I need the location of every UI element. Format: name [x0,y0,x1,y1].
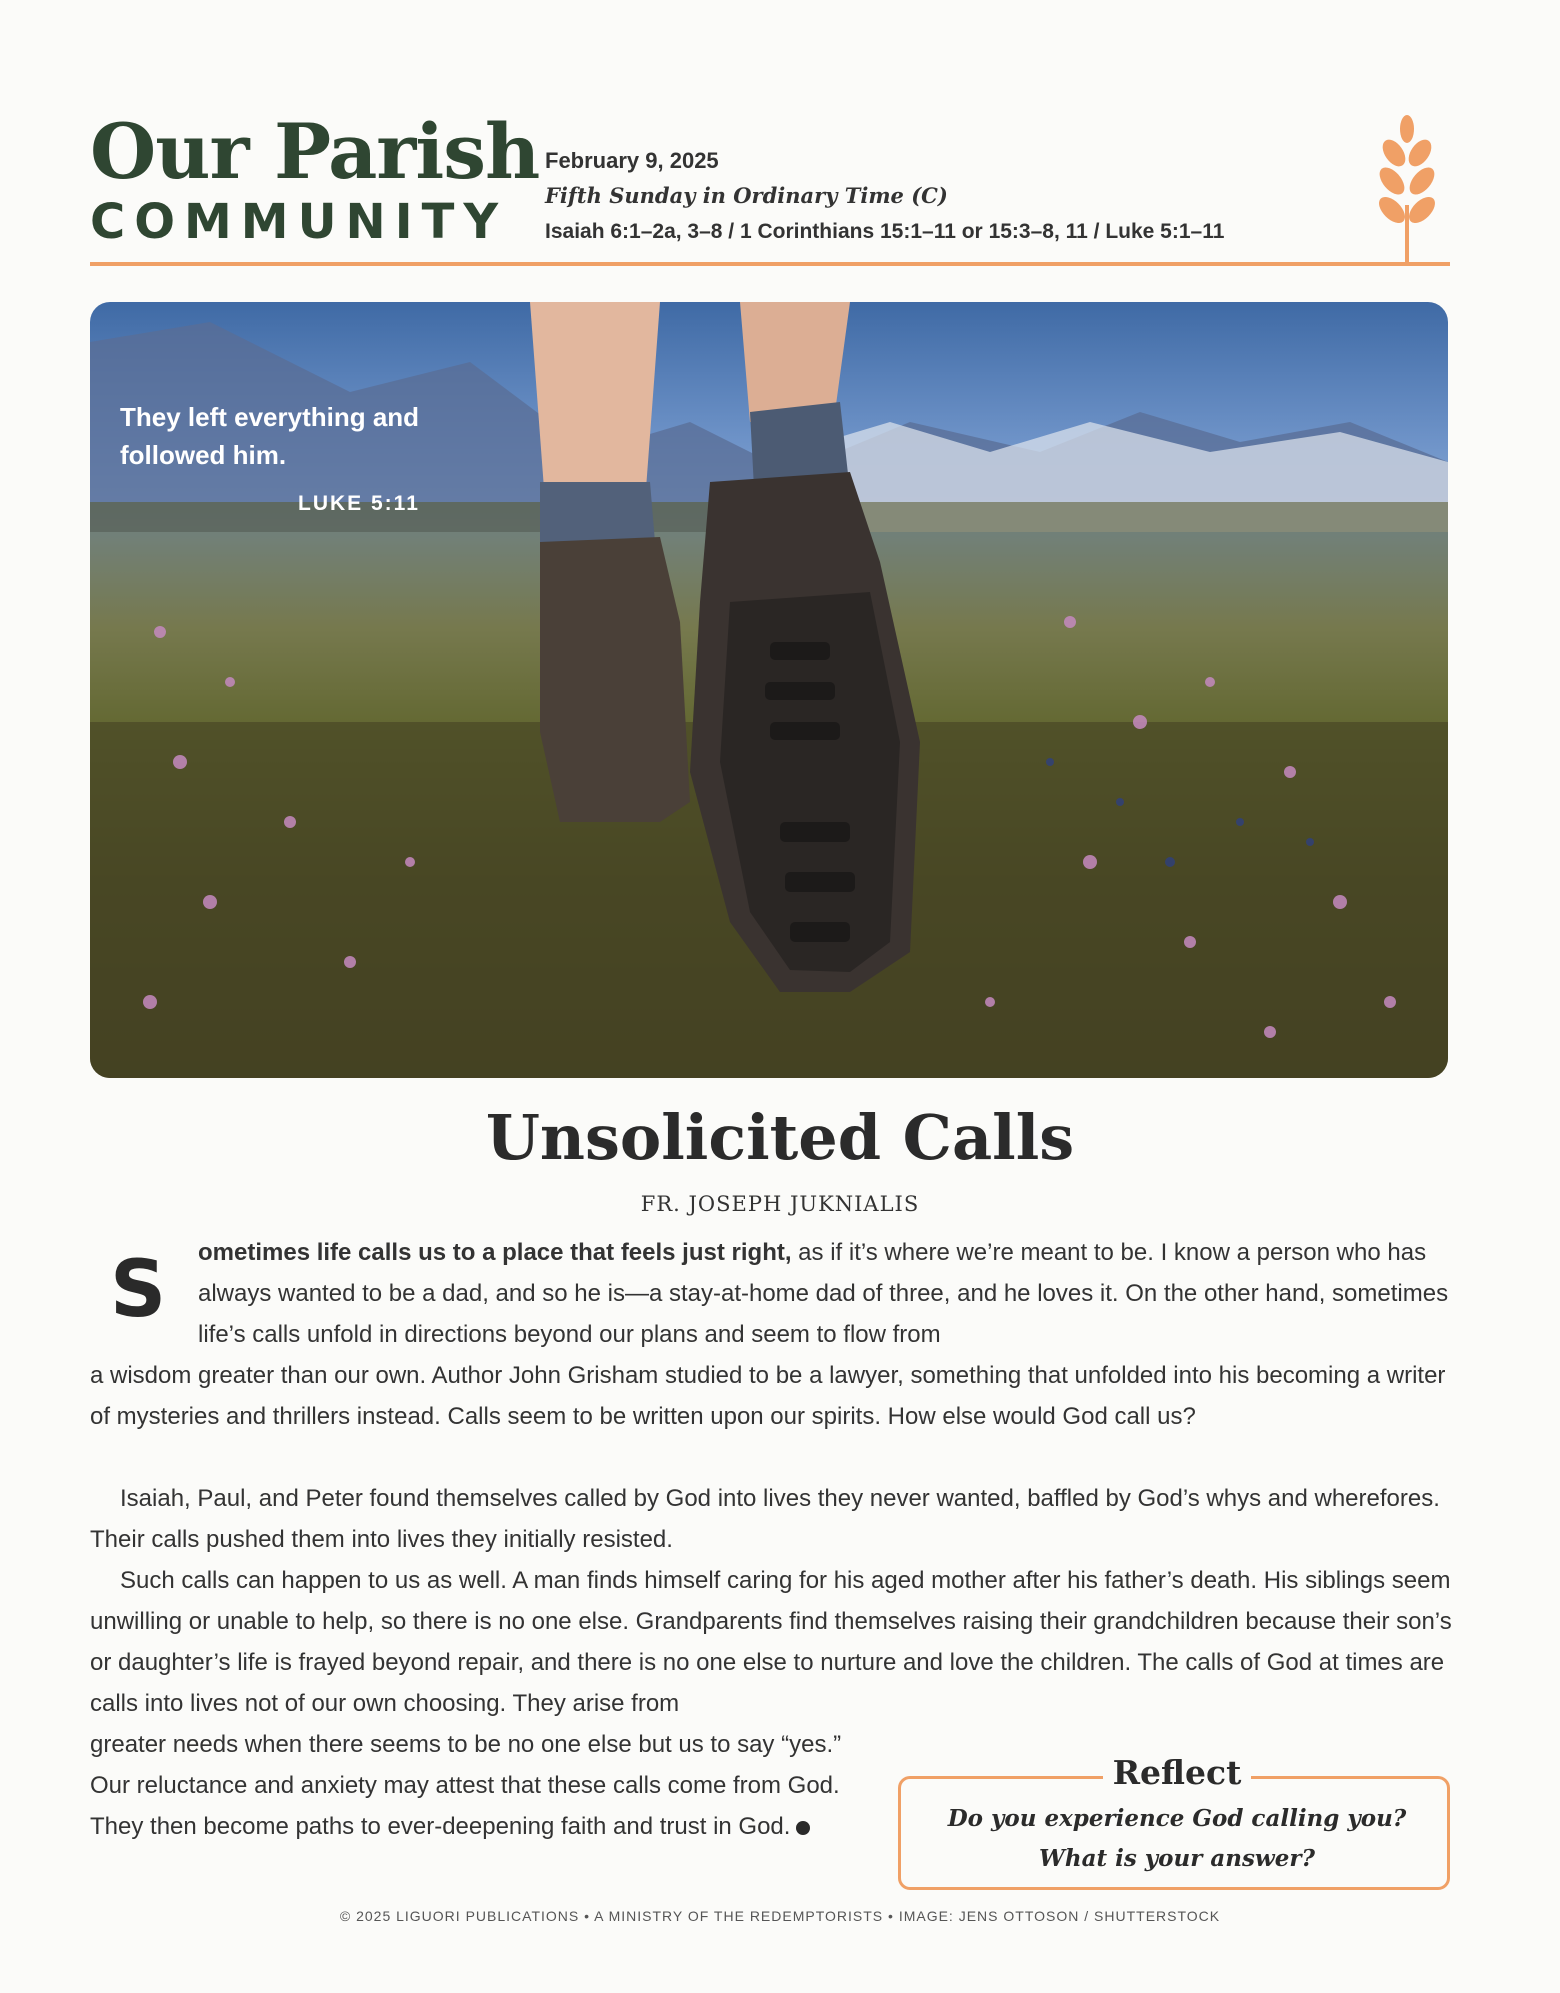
paragraph-3-continued [90,1724,850,1847]
reflect-question-line-1: Do you experience God calling you? [947,1805,1407,1832]
article-title: Unsolicited Calls [485,1101,1075,1174]
article-byline: FR. JOSEPH JUKNIALIS [640,1192,920,1216]
reflect-question [901,1799,1453,1879]
liturgical-day: Fifth Sunday in Ordinary Time (C) [545,183,948,208]
reflect-box [898,1753,1450,1890]
hero-image [90,302,1448,1078]
paragraph-1 [198,1232,1458,1355]
scripture-readings: Isaiah 6:1–2a, 3–8 / 1 Corinthians 15:1–11 or 15:3–8, 11 / Luke 5:1–11 [545,220,1225,243]
footer-credit: © 2025 LIGUORI PUBLICATIONS • A MINISTRY OF THE REDEMPTORISTS • IMAGE: JENS OTTOSON / SHUTTERSTOCK [339,1908,1221,1924]
paragraph-3-end: greater needs when there seems to be no one else but us to say “yes.” Our reluctance and anxiety may attest that these calls come from God. They then become paths to ever-deepening faith and trust in God. [90,1731,842,1840]
reflect-question-line-2: What is your answer? [1039,1845,1315,1872]
hero-quote: They left everything and followed him. [120,402,420,470]
header-divider [90,262,1450,266]
hero-citation: LUKE 5:11 [298,492,420,515]
paragraph-1-continued: a wisdom greater than our own. Author John Grisham studied to be a lawyer, something that unfolded into his becoming a writer of mysteries and thrillers instead. Calls seem to be written upon our spirits. How else would God call us? [90,1362,1446,1430]
masthead [90,107,540,250]
end-mark-icon [796,1821,810,1835]
lead-in: ometimes life calls us to a place that feels just right, [198,1239,792,1266]
reflect-title [901,1753,1453,1793]
issue-date: February 9, 2025 [545,148,719,173]
header-info [545,145,1345,249]
wheat-icon [1372,115,1442,265]
paragraph-1-text: as if it’s where we’re meant to be. I know a person who has always wanted to be a dad, and so he is—a stay-at-home dad of three, and he loves it. On the other hand, sometimes life’s calls unfold in directions beyond our plans and seem to flow from [198,1239,1449,1348]
masthead-title: Our Parish [90,107,540,196]
masthead-subtitle: COMMUNITY [90,194,508,250]
paragraph-3: Such calls can happen to us as well. A man finds himself caring for his aged mother after his father’s death. His siblings seem unwilling or unable to help, so there is no one else. Grandparents find themselves raising their grandchildren because their son’s or daughter’s life is frayed beyond repair, and there is no one else to nurture and love the children. The calls of God at times are calls into lives not of our own choosing. They arise from [90,1567,1452,1717]
paragraph-2: Isaiah, Paul, and Peter found themselves called by God into lives they never wanted, baffled by God’s whys and wherefores. Their calls pushed them into lives they initially resisted. [90,1485,1440,1553]
reflect-title-text: Reflect [1103,1753,1252,1792]
drop-cap: S [110,1245,167,1335]
